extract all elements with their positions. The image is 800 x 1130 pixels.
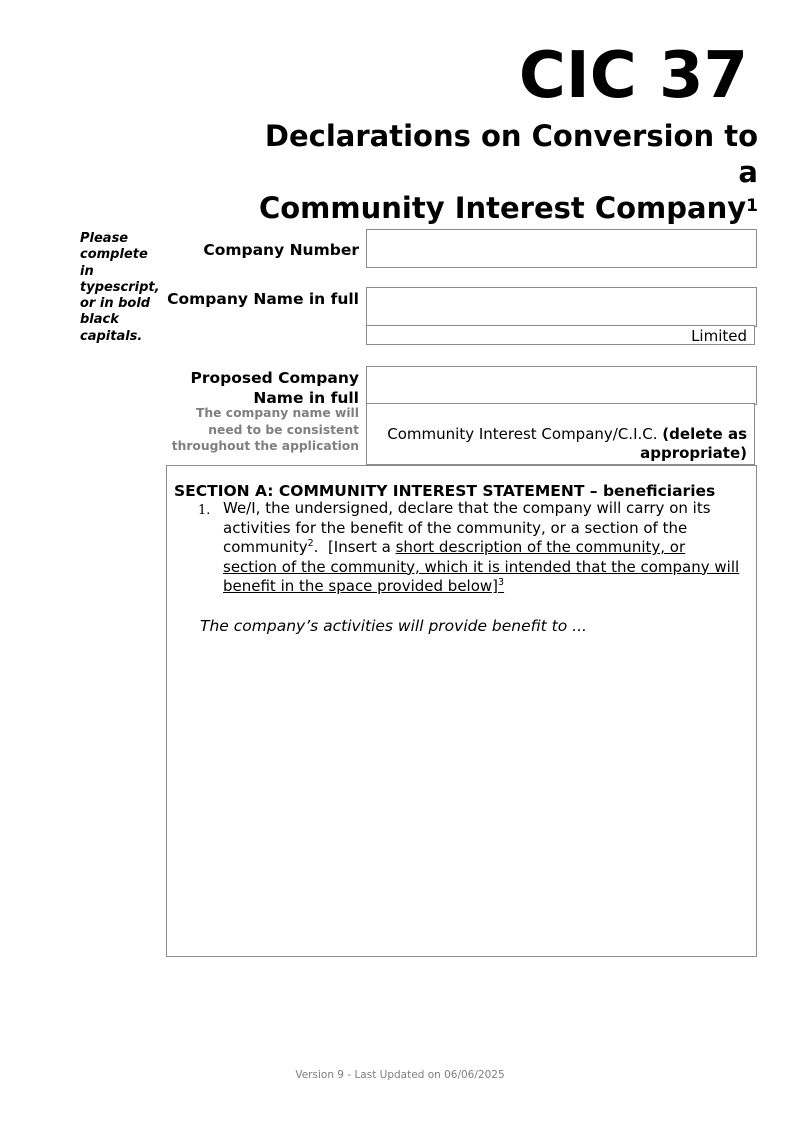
form-title (238, 118, 758, 226)
proposed-name-label-line2: Name in full (253, 389, 359, 407)
company-name-label: Company Name in full (167, 290, 359, 308)
proposed-name-note: The company name will need to be consistent throughout the application (171, 406, 359, 453)
section-a-title: SECTION A: COMMUNITY INTEREST STATEMENT – beneficiaries (174, 482, 716, 500)
delete-as-appropriate-note: (delete as appropriate) (640, 425, 747, 462)
proposed-name-suffix (366, 403, 755, 465)
declaration-instruction-text: short description of the community, or section of the community, which it is intended that the company will benefit in the space provided below] (223, 538, 740, 596)
company-name-suffix: Limited (366, 325, 755, 345)
company-name-field[interactable] (366, 287, 757, 327)
proposed-name-label-line1: Proposed Company (190, 369, 359, 387)
section-a-box (166, 465, 757, 957)
benefit-prompt: The company’s activities will provide benefit to ... (200, 617, 587, 635)
declaration-text (223, 499, 743, 597)
version-footer: Version 9 - Last Updated on 06/06/2025 (295, 1069, 505, 1081)
benefit-description-field[interactable] (200, 646, 740, 941)
declaration-text-part1: We/I, the undersigned, declare that the company will carry on its activities for the benefit of the community, or a section of the community (223, 499, 711, 557)
footnote-ref-2: 2 (307, 538, 314, 550)
form-title-line1: Declarations on Conversion to a (264, 119, 758, 189)
form-title-line2 (238, 190, 758, 226)
item-number: 1. (198, 503, 211, 518)
completion-instructions: Please complete in typescript, or in bold black capitals. (80, 231, 160, 344)
company-number-field[interactable] (366, 229, 757, 268)
footnote-ref-3: 3 (498, 577, 505, 589)
form-title-line2-text: Community Interest Company (258, 191, 747, 225)
declaration-text-part2: . [Insert a (313, 538, 396, 557)
footnote-ref-1: 1 (746, 196, 758, 216)
proposed-name-suffix-text: Community Interest Company/C.I.C. (387, 425, 658, 443)
proposed-name-field[interactable] (366, 366, 757, 405)
form-code: CIC 37 (518, 39, 748, 113)
company-number-label: Company Number (203, 241, 359, 259)
